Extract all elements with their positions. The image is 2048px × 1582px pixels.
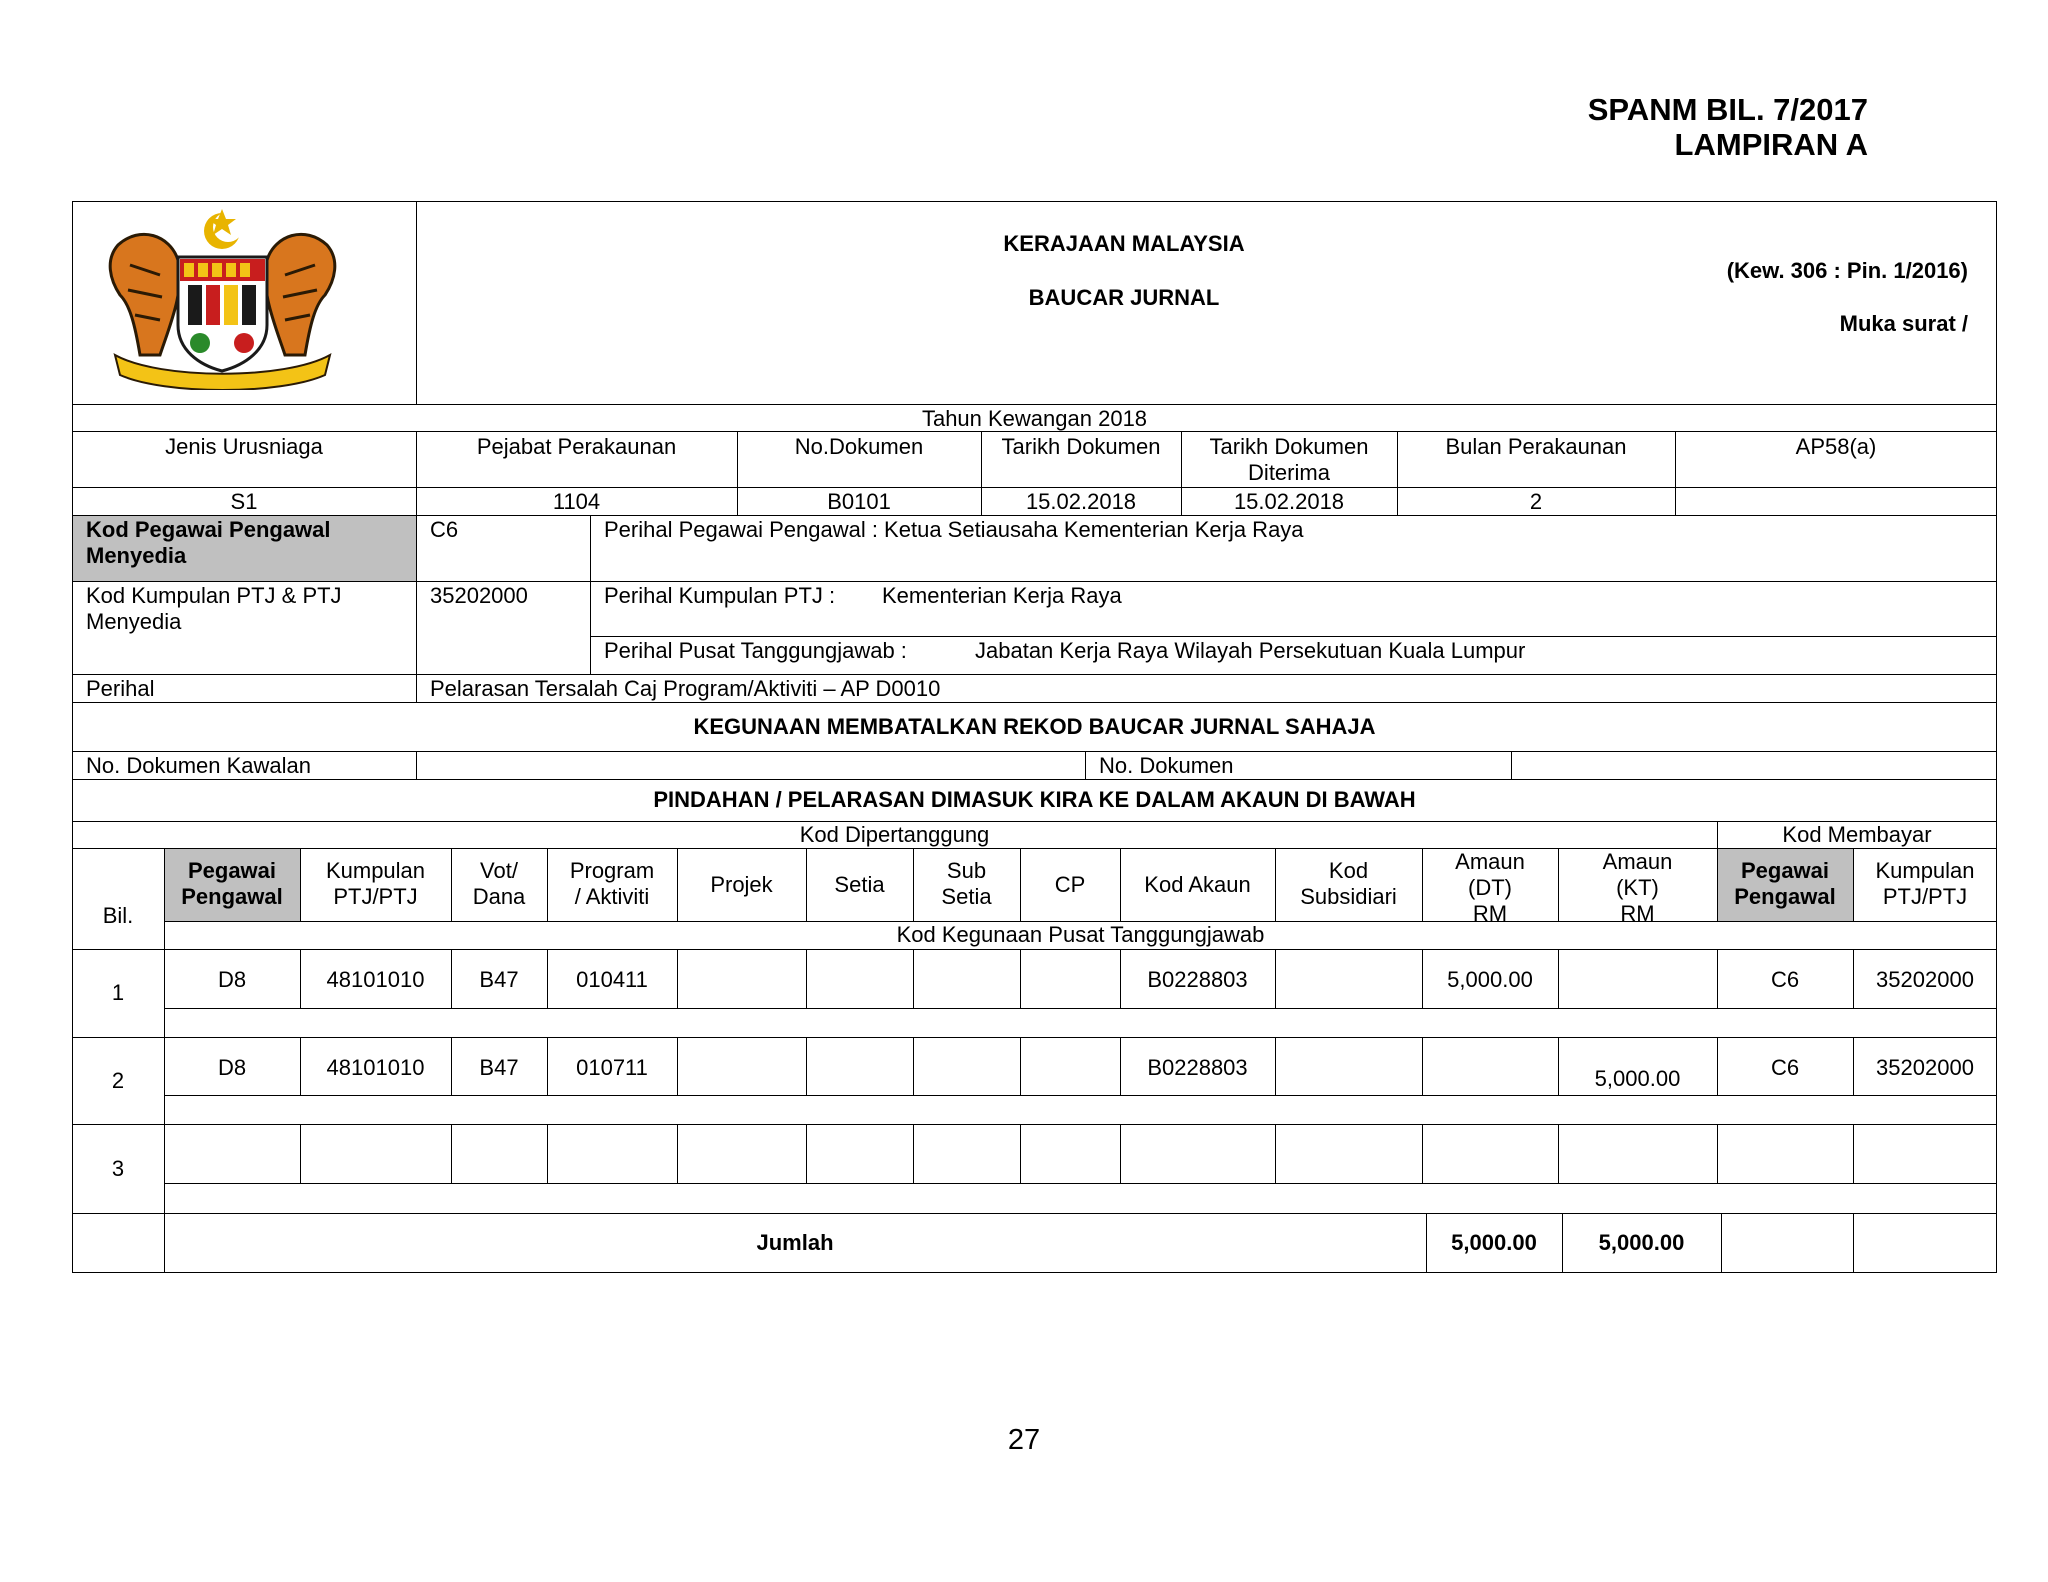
row-kod-akaun: B0228803	[1147, 967, 1248, 992]
row-program-aktiviti: 010711	[576, 1055, 648, 1080]
voucher-title: BAUCAR JURNAL	[1028, 285, 1220, 310]
header-amaun-dt: Amaun (DT) RM	[1455, 849, 1525, 921]
total-label: Jumlah	[756, 1230, 834, 1255]
value-accounting-office: 1104	[552, 489, 601, 514]
officer-code-value: C6	[430, 517, 459, 542]
officer-code-label: Kod Pegawai Pengawal Menyedia	[86, 517, 331, 568]
row-bil: 3	[111, 1156, 125, 1181]
header-pegawai-pengawal-paying: Pegawai Pengawal	[1734, 858, 1836, 909]
ptj-code-label: Kod Kumpulan PTJ & PTJ Menyedia	[86, 583, 342, 634]
ptj-group-value: Kementerian Kerja Raya	[882, 583, 1122, 608]
fiscal-year: Tahun Kewangan 2018	[921, 406, 1148, 431]
label-received-date: Tarikh Dokumen Diterima	[1209, 434, 1369, 485]
header-amaun-kt: Amaun (KT) RM	[1602, 849, 1673, 921]
row-bil: 2	[111, 1068, 125, 1093]
annex-label: LAMPIRAN A	[1674, 127, 1868, 162]
header-program-aktiviti: Program / Aktiviti	[569, 858, 655, 909]
value-received-date: 15.02.2018	[1233, 489, 1345, 514]
ptj-center-value: Jabatan Kerja Raya Wilayah Persekutuan Kuala Lumpur	[975, 638, 1526, 663]
value-accounting-month: 2	[1529, 489, 1543, 514]
header-pegawai-pengawal: Pegawai Pengawal	[181, 858, 283, 909]
label-ap58a: AP58(a)	[1795, 434, 1877, 459]
label-accounting-month: Bulan Perakaunan	[1445, 434, 1627, 459]
label-document-date: Tarikh Dokumen	[1001, 434, 1161, 459]
total-debit: 5,000.00	[1451, 1230, 1537, 1255]
row-kumpulan-ptj: 48101010	[326, 967, 425, 992]
row-kumpulan-ptj-paying: 35202000	[1876, 967, 1974, 992]
row-amaun-dt: 5,000.00	[1447, 967, 1533, 992]
value-document-date: 15.02.2018	[1025, 489, 1137, 514]
header-sub-setia: Sub Setia	[941, 858, 992, 909]
row-program-aktiviti: 010411	[576, 967, 648, 992]
transfer-section-title: PINDAHAN / PELARASAN DIMASUK KIRA KE DALAM AKAUN DI BAWAH	[653, 787, 1416, 812]
total-credit: 5,000.00	[1598, 1230, 1685, 1255]
row-pegawai-pengawal-paying: C6	[1770, 1055, 1800, 1080]
header-cp: CP	[1054, 872, 1086, 897]
value-transaction-type: S1	[230, 489, 258, 514]
header-kumpulan-ptj-paying: Kumpulan PTJ/PTJ	[1875, 858, 1975, 909]
row-kumpulan-ptj: 48101010	[326, 1055, 425, 1080]
perihal-value: Pelarasan Tersalah Caj Program/Aktiviti – AP D0010	[430, 676, 941, 701]
header-kod-akaun: Kod Akaun	[1144, 872, 1251, 897]
label-document-no: No.Dokumen	[794, 434, 924, 459]
row-pegawai-pengawal: D8	[217, 967, 247, 992]
row-kumpulan-ptj-paying: 35202000	[1876, 1055, 1974, 1080]
form-code: (Kew. 306 : Pin. 1/2016)	[1726, 258, 1968, 283]
page-number: 27	[1007, 1424, 1041, 1456]
document-reference	[1588, 92, 1868, 162]
row-amaun-kt: 5,000.00	[1594, 1066, 1681, 1091]
label-accounting-office: Pejabat Perakaunan	[476, 434, 677, 459]
label-transaction-type: Jenis Urusniaga	[165, 434, 323, 459]
header-kod-subsidiari: Kod Subsidiari	[1300, 858, 1397, 909]
row-vot-dana: B47	[479, 1055, 519, 1080]
cancel-section-title: KEGUNAAN MEMBATALKAN REKOD BAUCAR JURNAL SAHAJA	[693, 714, 1376, 739]
government-title: KERAJAAN MALAYSIA	[1003, 231, 1245, 256]
paying-code-group: Kod Membayar	[1782, 822, 1932, 847]
header-kumpulan-ptj: Kumpulan PTJ/PTJ	[325, 858, 426, 909]
value-document-no: B0101	[827, 489, 891, 514]
ptj-center-label: Perihal Pusat Tanggungjawab :	[604, 638, 907, 663]
perihal-label: Perihal	[86, 676, 155, 701]
ptj-code-value: 35202000	[430, 583, 528, 608]
row-bil: 1	[111, 980, 125, 1005]
row-kod-akaun: B0228803	[1147, 1055, 1248, 1080]
page-field-label: Muka surat /	[1839, 311, 1968, 336]
chargeable-code-group: Kod Dipertanggung	[799, 822, 990, 847]
header-projek: Projek	[710, 872, 773, 897]
header-bil: Bil.	[102, 903, 134, 928]
responsibility-center-usage-label: Kod Kegunaan Pusat Tanggungjawab	[896, 922, 1265, 947]
row-pegawai-pengawal-paying: C6	[1770, 967, 1800, 992]
circular-ref: SPANM BIL. 7/2017	[1587, 92, 1868, 127]
ptj-group-label: Perihal Kumpulan PTJ :	[604, 583, 836, 608]
cancel-document-label: No. Dokumen	[1099, 753, 1234, 778]
row-vot-dana: B47	[479, 967, 519, 992]
header-vot-dana: Vot/ Dana	[472, 858, 526, 909]
header-setia: Setia	[834, 872, 885, 897]
malaysia-coat-of-arms-logo	[100, 205, 345, 390]
control-document-label: No. Dokumen Kawalan	[86, 753, 312, 778]
officer-description: Perihal Pegawai Pengawal : Ketua Setiausaha Kementerian Kerja Raya	[604, 517, 1304, 542]
row-pegawai-pengawal: D8	[217, 1055, 247, 1080]
